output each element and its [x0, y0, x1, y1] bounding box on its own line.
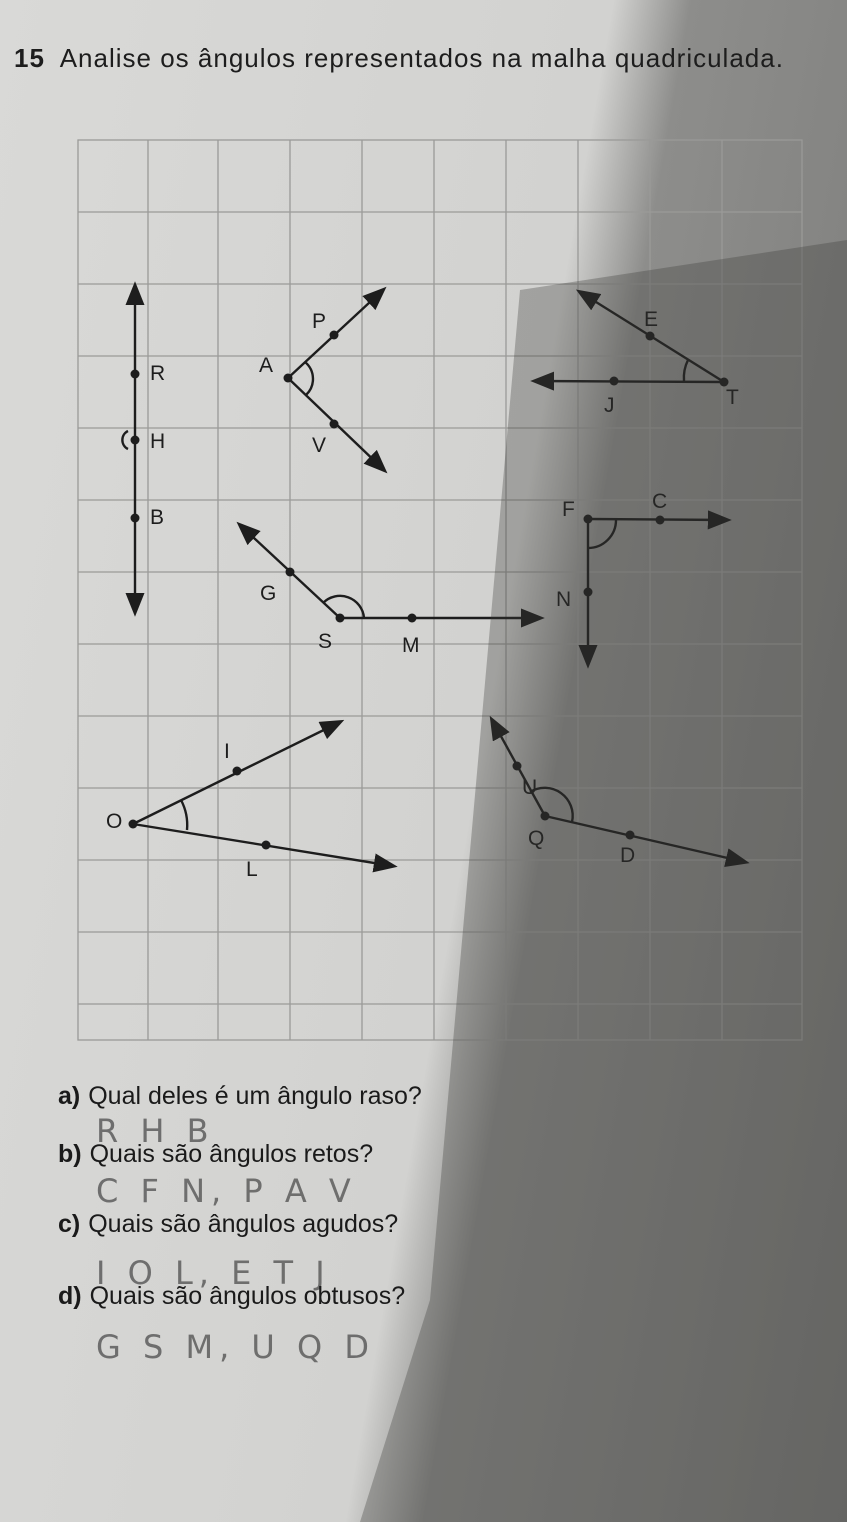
label-g: G — [260, 582, 277, 605]
exercise-number: 15 — [14, 43, 45, 73]
label-i: I — [224, 740, 230, 763]
label-n: N — [556, 588, 572, 611]
label-m: M — [402, 634, 420, 657]
label-o: O — [106, 810, 123, 833]
square-grid — [78, 140, 802, 1040]
label-d: D — [620, 844, 636, 867]
label-j: J — [604, 394, 615, 417]
label-l: L — [246, 858, 258, 881]
question-c-text: Quais são ângulos agudos? — [88, 1210, 399, 1238]
label-a: A — [259, 354, 274, 377]
angle-cfn — [588, 519, 727, 664]
question-c — [58, 1210, 398, 1239]
label-e: E — [644, 308, 659, 331]
question-c-letter: c) — [58, 1210, 81, 1238]
question-b-text: Quais são ângulos retos? — [89, 1140, 374, 1168]
answer-d: G S M, U Q D — [96, 1328, 375, 1366]
answer-a: R H B — [96, 1112, 215, 1150]
question-a-text: Qual deles é um ângulo raso? — [88, 1082, 422, 1110]
label-q: Q — [528, 827, 545, 850]
question-d-letter: d) — [58, 1282, 82, 1310]
question-d — [58, 1282, 405, 1311]
question-b-letter: b) — [58, 1140, 82, 1168]
question-a-letter: a) — [58, 1082, 81, 1110]
answer-c: I O L, E T J — [96, 1254, 331, 1292]
question-a — [58, 1082, 422, 1111]
question-b — [58, 1140, 373, 1169]
angle-etj — [535, 292, 724, 382]
label-r: R — [150, 362, 166, 385]
label-u: U — [522, 776, 538, 799]
label-c: C — [652, 490, 668, 513]
label-f: F — [562, 498, 575, 521]
label-p: P — [312, 310, 327, 333]
label-v: V — [312, 434, 327, 457]
label-t: T — [726, 386, 739, 409]
label-s: S — [318, 630, 333, 653]
question-d-text: Quais são ângulos obtusos? — [89, 1282, 406, 1310]
label-b: B — [150, 506, 165, 529]
angle-rhb — [122, 286, 135, 612]
label-h: H — [150, 430, 166, 453]
angle-pav — [288, 290, 384, 470]
exercise-instruction: Analise os ângulos representados na malha quadriculada. — [59, 43, 784, 73]
answer-b: C F N, P A V — [96, 1172, 357, 1210]
